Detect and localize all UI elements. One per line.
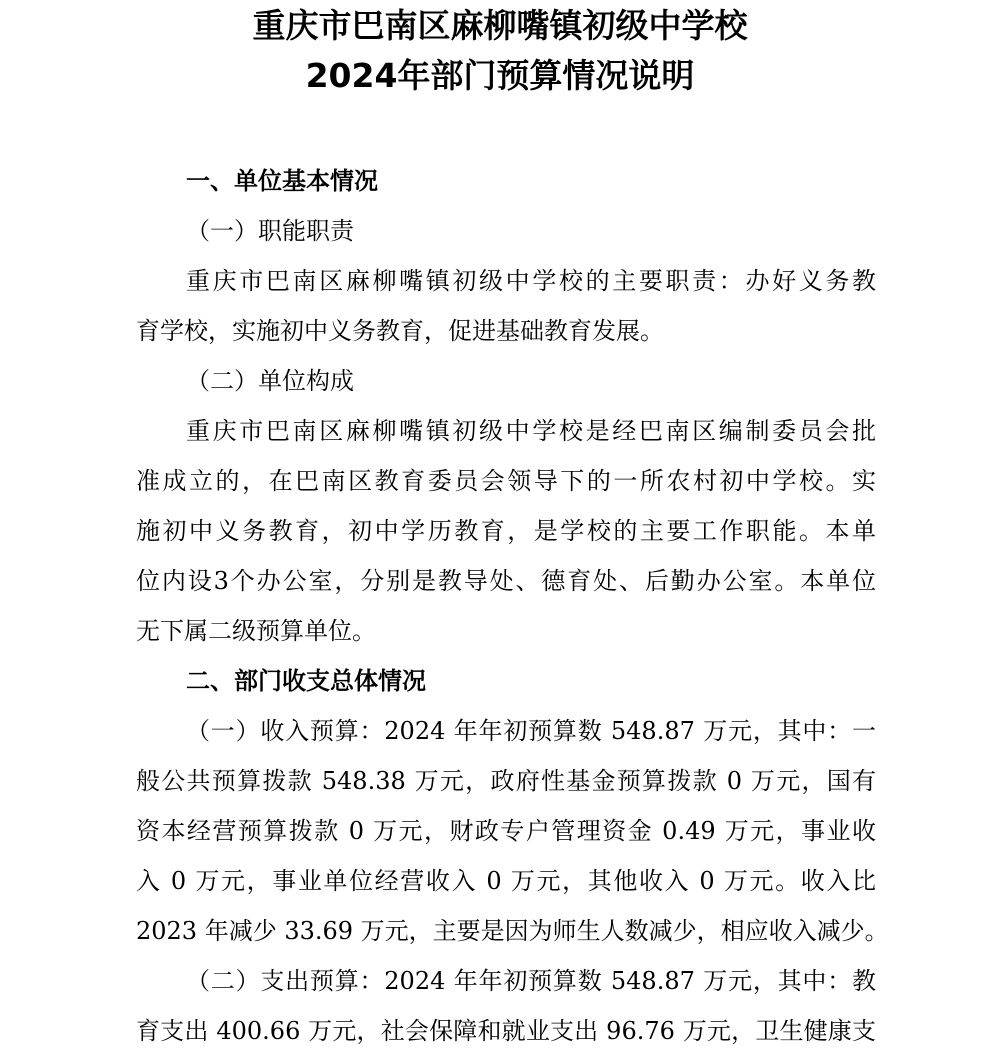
paragraph-line: 重庆市巴南区麻柳嘴镇初级中学校是经巴南区编制委员会批 bbox=[186, 417, 876, 445]
section-1-sub-2-paragraph bbox=[136, 406, 876, 656]
section-2-sub-1-paragraph bbox=[136, 706, 889, 956]
section-1-heading: 一、单位基本情况 bbox=[186, 167, 378, 195]
paragraph-line: 育学校，实施初中义务教育，促进基础教育发展。 bbox=[136, 317, 664, 345]
paragraph-line: （一）收入预算：2024 年年初预算数 548.87 万元，其中：一 bbox=[186, 717, 876, 745]
paragraph-line: 位内设3个办公室，分别是教导处、德育处、后勤办公室。本单位 bbox=[136, 567, 876, 595]
paragraph-line: 入 0 万元，事业单位经营收入 0 万元，其他收入 0 万元。收入比 bbox=[136, 867, 876, 895]
paragraph-line: 育支出 400.66 万元，社会保障和就业支出 96.76 万元，卫生健康支 bbox=[136, 1017, 876, 1045]
document-title-line-2: 2024年部门预算情况说明 bbox=[305, 56, 695, 95]
paragraph-line: 资本经营预算拨款 0 万元，财政专户管理资金 0.49 万元，事业收 bbox=[136, 817, 876, 845]
section-2-sub-2-paragraph bbox=[136, 956, 876, 1056]
paragraph-line: 重庆市巴南区麻柳嘴镇初级中学校的主要职责：办好义务教 bbox=[186, 267, 876, 295]
section-1-sub-1-paragraph bbox=[136, 256, 876, 356]
paragraph-line: （二）支出预算：2024 年年初预算数 548.87 万元，其中：教 bbox=[186, 967, 876, 995]
document-title-line-1: 重庆市巴南区麻柳嘴镇初级中学校 bbox=[252, 6, 748, 45]
paragraph-line: 准成立的，在巴南区教育委员会领导下的一所农村初中学校。实 bbox=[136, 467, 876, 495]
section-1-sub-2-heading: （二）单位构成 bbox=[186, 367, 354, 395]
document-body bbox=[136, 156, 889, 1056]
section-2-heading: 二、部门收支总体情况 bbox=[186, 667, 426, 695]
paragraph-line: 般公共预算拨款 548.38 万元，政府性基金预算拨款 0 万元，国有 bbox=[136, 767, 876, 795]
paragraph-line: 2023 年减少 33.69 万元，主要是因为师生人数减少，相应收入减少。 bbox=[136, 917, 889, 945]
paragraph-line: 无下属二级预算单位。 bbox=[136, 617, 376, 645]
section-1-sub-1-heading: （一）职能职责 bbox=[186, 217, 354, 245]
paragraph-line: 施初中义务教育，初中学历教育，是学校的主要工作职能。本单 bbox=[136, 517, 876, 545]
